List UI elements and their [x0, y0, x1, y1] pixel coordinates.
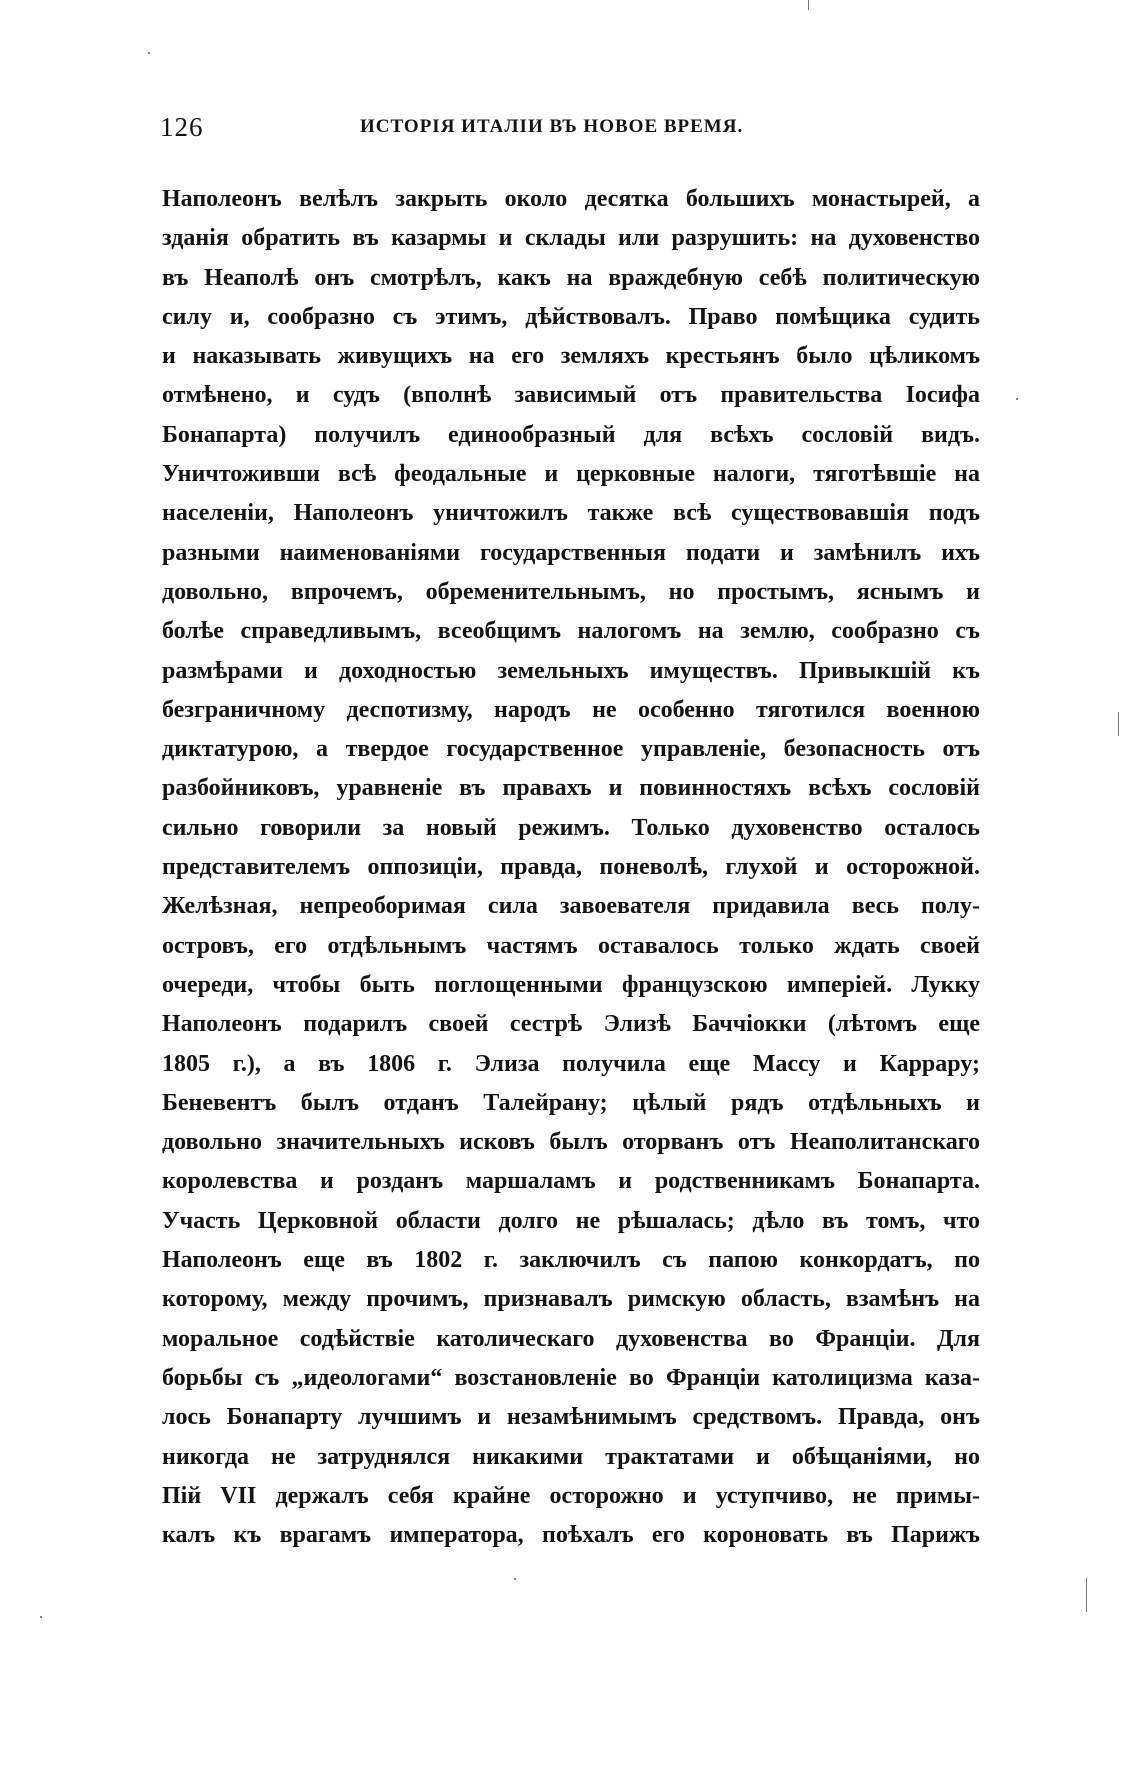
scan-edge-mark [1118, 712, 1119, 736]
text-line: разбойниковъ, уравненіе въ правахъ и повинностяхъ всѣхъ сословій [162, 775, 980, 802]
text-line: сильно говорили за новый режимъ. Только духовенство осталось [162, 814, 980, 841]
text-line: довольно, впрочемъ, обременительнымъ, но простымъ, яснымъ и [162, 578, 980, 605]
text-line: Участь Церковной области долго не рѣшалась; дѣло въ томъ, что [162, 1207, 980, 1234]
text-line: моральное содѣйствіе католическаго духовенства во Франціи. Для [162, 1325, 980, 1352]
text-line: островъ, его отдѣльнымъ частямъ оставалось только ждать своей [162, 932, 980, 959]
text-line: королевства и розданъ маршаламъ и родственникамъ Бонапарта. [162, 1168, 980, 1195]
text-line: безграничному деспотизму, народъ не особенно тяготился военною [162, 696, 980, 723]
scan-speck [1016, 398, 1018, 400]
text-line: Наполеонъ велѣлъ закрыть около десятка большихъ монастырей, а [162, 186, 980, 212]
text-line: Желѣзная, непреоборимая сила завоевателя придавила весь полу- [162, 893, 980, 920]
text-line: размѣрами и доходностью земельныхъ имуществъ. Привыкшій къ [162, 657, 980, 684]
text-line: довольно значительныхъ исковъ былъ оторванъ отъ Неаполитанскаго [162, 1129, 980, 1156]
text-line: Бонапарта) получилъ единообразный для всѣхъ сословій видъ. [162, 421, 980, 448]
scan-speck [514, 1578, 516, 1580]
text-line: въ Неаполѣ онъ смотрѣлъ, какъ на враждебную себѣ политическую [162, 264, 980, 291]
text-line: болѣе справедливымъ, всеобщимъ налогомъ на землю, сообразно съ [162, 618, 980, 645]
scan-speck [148, 52, 150, 54]
scan-edge-mark [808, 0, 809, 10]
text-line: отмѣнено, и судъ (вполнѣ зависимый отъ правительства Іосифа [162, 382, 980, 409]
page-number: 126 [160, 112, 204, 142]
body-text [162, 180, 980, 1555]
text-line: зданія обратить въ казармы и склады или разрушить: на духовенство [162, 225, 980, 252]
text-line: населеніи, Наполеонъ уничтожилъ также всѣ существовавшія подъ [162, 500, 980, 527]
text-line: очереди, чтобы быть поглощенными французскою имперіей. Лукку [162, 971, 980, 998]
text-line: никогда не затруднялся никакими трактатами и обѣщаніями, но [162, 1443, 980, 1470]
text-line: Наполеонъ подарилъ своей сестрѣ Элизѣ Баччіокки (лѣтомъ еще [162, 1011, 980, 1038]
running-title: ИСТОРІЯ ИТАЛІИ ВЪ НОВОЕ ВРЕМЯ. [360, 116, 744, 137]
text-line: 1805 г.), а въ 1806 г. Элиза получила еще Массу и Каррару; [162, 1050, 980, 1077]
text-line: разными наименованіями государственныя подати и замѣнилъ ихъ [162, 539, 980, 566]
text-line: и наказывать живущихъ на его земляхъ крестьянъ было цѣликомъ [162, 343, 980, 370]
text-line: диктатурою, а твердое государственное управленіе, безопасность отъ [162, 736, 980, 763]
text-line: лось Бонапарту лучшимъ и незамѣнимымъ средствомъ. Правда, онъ [162, 1404, 980, 1431]
text-line: силу и, сообразно съ этимъ, дѣйствовалъ. Право помѣщика судить [162, 303, 980, 330]
text-line: Беневентъ былъ отданъ Талейрану; цѣлый рядъ отдѣльныхъ и [162, 1089, 980, 1116]
scan-speck [40, 1616, 42, 1618]
text-line: Уничтоживши всѣ феодальные и церковные налоги, тяготѣвшіе на [162, 461, 980, 488]
page-header [160, 112, 980, 152]
text-line: представителемъ оппозиціи, правда, поневолѣ, глухой и осторожной. [162, 854, 980, 881]
text-line: Пій VII держалъ себя крайне осторожно и уступчиво, не примы- [162, 1482, 980, 1509]
text-line: борьбы съ „идеологами“ возстановленіе во Франціи католицизма каза- [162, 1364, 980, 1391]
text-line: Наполеонъ еще въ 1802 г. заключилъ съ папою конкордатъ, по [162, 1247, 980, 1274]
scan-edge-mark [1086, 1578, 1087, 1612]
text-line: которому, между прочимъ, признавалъ римскую область, взамѣнъ на [162, 1286, 980, 1313]
text-line: калъ къ врагамъ императора, поѣхалъ его короновать въ Парижъ [162, 1522, 980, 1549]
